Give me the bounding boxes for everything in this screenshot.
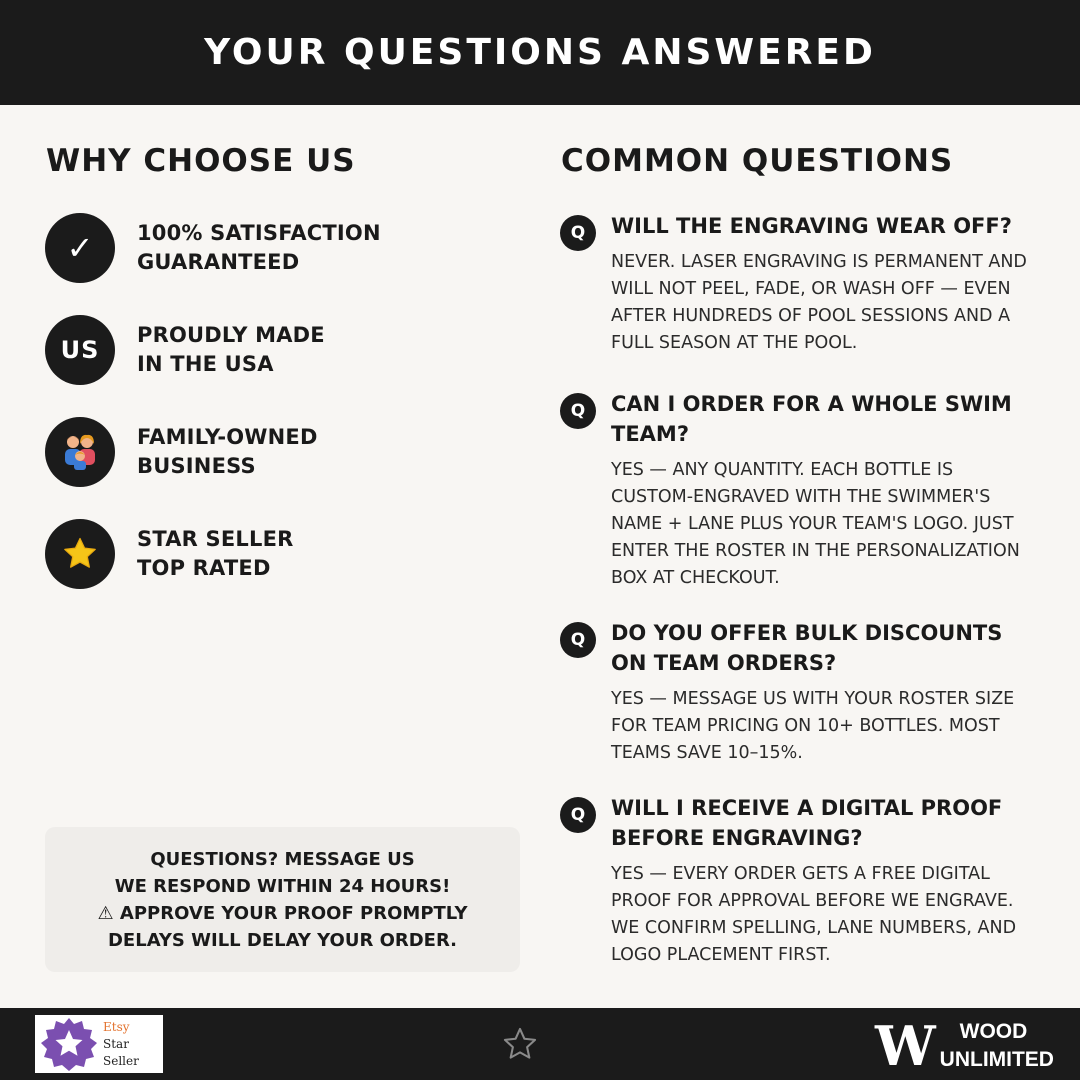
feature-label: STAR SELLER TOP RATED bbox=[137, 527, 294, 580]
star-icon bbox=[45, 519, 115, 589]
faq-answer: NEVER. LASER ENGRAVING IS PERMANENT AND WILL NOT PEEL, FADE, OR WASH OFF — EVEN AFTER HUNDREDS OF POOL SESSIONS AND A FULL SEASON AT THE POOL. bbox=[611, 252, 1027, 353]
page-title: YOUR QUESTIONS ANSWERED bbox=[204, 32, 876, 73]
feature-satisfaction bbox=[45, 213, 515, 283]
faq-question: DO YOU OFFER BULK DISCOUNTS ON TEAM ORDERS? bbox=[611, 621, 1003, 675]
star-seal-icon bbox=[37, 1016, 101, 1072]
contact-notice: QUESTIONS? MESSAGE US WE RESPOND WITHIN 24 HOURS! ⚠ APPROVE YOUR PROOF PROMPTLY DELAYS WILL DELAY YOUR ORDER. bbox=[45, 827, 520, 972]
etsy-star-seller-badge bbox=[35, 1015, 163, 1073]
etsy-label: Etsy bbox=[103, 1019, 130, 1034]
faq-question: WILL THE ENGRAVING WEAR OFF? bbox=[611, 214, 1012, 238]
feature-star-seller bbox=[45, 519, 515, 589]
wood-unlimited-logo bbox=[875, 1014, 1055, 1078]
brand-mark: W bbox=[875, 1014, 928, 1078]
faq-answer: YES — EVERY ORDER GETS A FREE DIGITAL PROOF FOR APPROVAL BEFORE WE ENGRAVE. WE CONFIRM SPELLING, LANE NUMBERS, AND LOGO PLACEMENT FIRST. bbox=[611, 864, 1017, 965]
why-choose-us-title: WHY CHOOSE US bbox=[46, 143, 356, 179]
us-badge-icon: US bbox=[45, 315, 115, 385]
star-outline-icon bbox=[500, 1025, 540, 1067]
common-questions-title: COMMON QUESTIONS bbox=[561, 143, 954, 179]
header-bar bbox=[0, 0, 1080, 105]
feature-label: FAMILY-OWNED BUSINESS bbox=[137, 425, 318, 478]
question-badge-icon: Q bbox=[560, 622, 596, 658]
brand-name-line2: UNLIMITED bbox=[939, 1048, 1054, 1071]
faq-item bbox=[560, 211, 1040, 357]
family-icon bbox=[45, 417, 115, 487]
question-badge-icon: Q bbox=[560, 393, 596, 429]
star-seller-label: Star Seller bbox=[103, 1036, 139, 1068]
feature-family-owned bbox=[45, 417, 515, 487]
faq-question: WILL I RECEIVE A DIGITAL PROOF BEFORE ENGRAVING? bbox=[611, 796, 1003, 850]
faq-item bbox=[560, 389, 1040, 592]
faq-item bbox=[560, 793, 1040, 969]
question-badge-icon: Q bbox=[560, 797, 596, 833]
faq-answer: YES — ANY QUANTITY. EACH BOTTLE IS CUSTOM-ENGRAVED WITH THE SWIMMER'S NAME + LANE PLUS YOUR TEAM'S LOGO. JUST ENTER THE ROSTER IN THE PERSONALIZATION BOX AT CHECKOUT. bbox=[611, 460, 1020, 588]
feature-made-in-usa bbox=[45, 315, 515, 385]
faq-item bbox=[560, 618, 1040, 767]
faq-answer: YES — MESSAGE US WITH YOUR ROSTER SIZE FOR TEAM PRICING ON 10+ BOTTLES. MOST TEAMS SAVE 10–15%. bbox=[611, 689, 1015, 763]
checkmark-icon: ✓ bbox=[45, 213, 115, 283]
proof-warning: ⚠ APPROVE YOUR PROOF PROMPTLY bbox=[97, 902, 468, 924]
brand-name-line1: WOOD bbox=[959, 1020, 1028, 1043]
footer-bar bbox=[0, 1008, 1080, 1080]
question-badge-icon: Q bbox=[560, 215, 596, 251]
faq-question: CAN I ORDER FOR A WHOLE SWIM TEAM? bbox=[611, 392, 1012, 446]
feature-label: PROUDLY MADE IN THE USA bbox=[137, 323, 325, 376]
feature-label: 100% SATISFACTION GUARANTEED bbox=[137, 221, 381, 274]
